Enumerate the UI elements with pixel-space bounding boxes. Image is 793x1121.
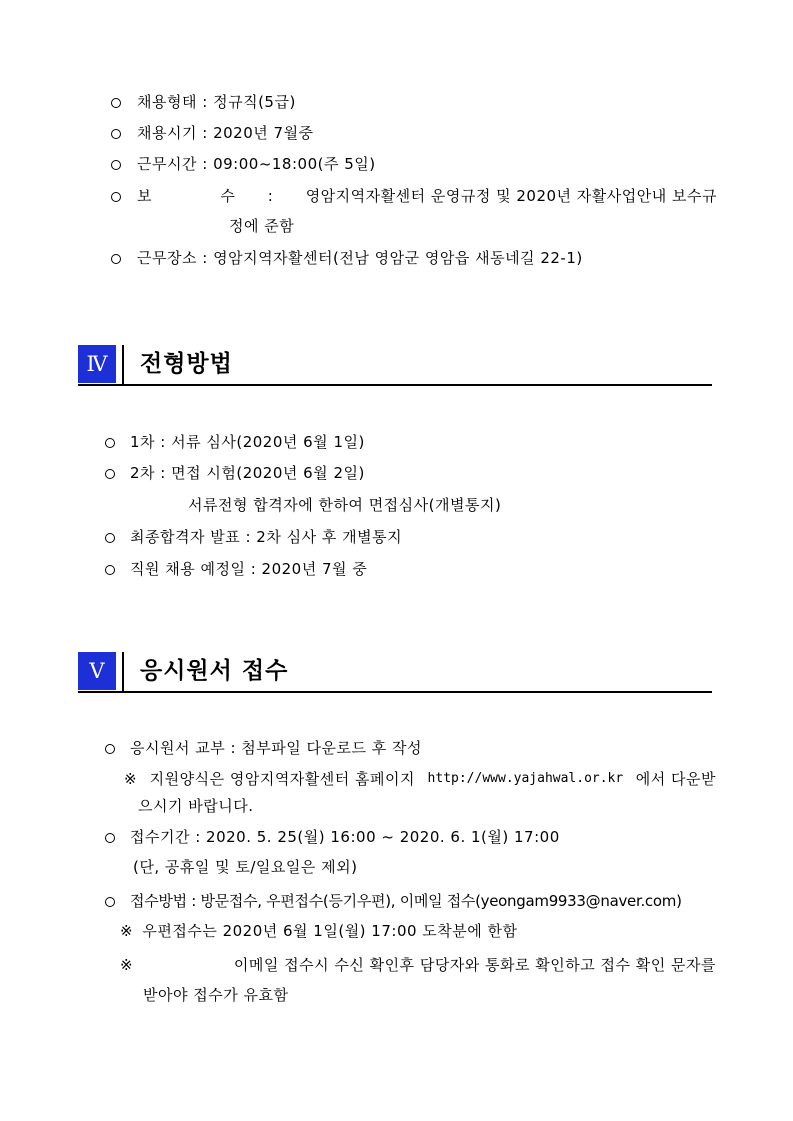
circle-bullet-icon [111, 254, 121, 264]
circle-bullet-icon [111, 192, 121, 202]
list-item: 1차 : 서류 심사(2020년 6월 1일) [130, 433, 365, 451]
item-label: 근무장소 [137, 249, 197, 267]
header-divider [122, 345, 124, 385]
list-item: 최종합격자 발표 : 2차 심사 후 개별통지 [130, 528, 403, 546]
note-text: 에서 다운받 [635, 770, 716, 788]
note-text: 우편접수는 2020년 6월 1일(월) 17:00 도착분에 한함 [142, 922, 518, 940]
circle-bullet-icon [105, 533, 115, 543]
email-note-continuation: 받아야 접수가 유효함 [143, 986, 289, 1004]
circle-bullet-icon [111, 129, 121, 139]
separator: : [202, 124, 208, 142]
section-title: 전형방법 [140, 351, 233, 377]
reference-mark: ※ [120, 956, 134, 974]
item-label-part: 보 [137, 187, 152, 205]
separator: : [202, 155, 208, 173]
item-label-part: 수 [220, 187, 236, 205]
separator: : [202, 93, 208, 111]
form-note [124, 769, 716, 789]
reference-mark: ※ [124, 770, 138, 788]
working-hours [137, 154, 376, 174]
item-value: 09:00~18:00(주 5일) [213, 155, 376, 173]
reference-mark: ※ [120, 922, 134, 940]
section-title: 응시원서 접수 [140, 658, 289, 684]
circle-bullet-icon [105, 565, 115, 575]
work-location [137, 248, 583, 268]
header-rule [78, 384, 712, 386]
circle-bullet-icon [105, 469, 115, 479]
header-rule [78, 691, 712, 693]
homepage-url: http://www.yajahwal.or.kr [427, 771, 624, 786]
item-value: 영암지역자활센터(전남 영암군 영암읍 새동네길 22-1) [213, 249, 583, 267]
circle-bullet-icon [105, 744, 115, 754]
item-value: 정규직(5급) [213, 93, 296, 111]
employment-type [137, 92, 296, 112]
note-text: 이메일 접수시 수신 확인후 담당자와 통화로 확인하고 접수 확인 문자를 [233, 956, 716, 974]
salary-continuation: 정에 준함 [229, 217, 295, 235]
interview-note: 서류전형 합격자에 한하여 면접심사(개별통지) [188, 496, 502, 514]
item-value: 영암지역자활센터 운영규정 및 2020년 자활사업안내 보수규 [305, 187, 717, 205]
header-divider [122, 652, 124, 692]
list-item: 접수방법 : 방문접수, 우편접수(등기우편), 이메일 접수(yeongam9933@naver.com) [130, 892, 682, 910]
form-note-continuation: 으시기 바랍니다. [138, 797, 254, 815]
circle-bullet-icon [105, 438, 115, 448]
circle-bullet-icon [111, 98, 121, 108]
separator: : [202, 249, 208, 267]
note-text: 지원양식은 영암지역자활센터 홈페이지 [149, 770, 415, 788]
list-item: 접수기간 : 2020. 5. 25(월) 16:00 ~ 2020. 6. 1(월) 17:00 [130, 828, 560, 846]
list-item: 응시원서 교부 : 첨부파일 다운로드 후 작성 [130, 739, 422, 757]
circle-bullet-icon [105, 897, 115, 907]
item-label: 채용형태 [137, 93, 197, 111]
separator: : [267, 187, 274, 205]
mail-note [120, 921, 518, 941]
list-item: 직원 채용 예정일 : 2020년 7월 중 [130, 560, 368, 578]
circle-bullet-icon [105, 833, 115, 843]
section-number-badge: Ⅴ [78, 652, 116, 690]
period-exception-note: (단, 공휴일 및 토/일요일은 제외) [133, 858, 358, 876]
email-note [120, 955, 716, 975]
section-number-badge: Ⅳ [78, 345, 116, 383]
item-label: 채용시기 [137, 124, 197, 142]
item-label: 근무시간 [137, 155, 197, 173]
salary [137, 186, 717, 206]
list-item: 2차 : 면접 시험(2020년 6월 2일) [130, 464, 365, 482]
employment-period [137, 123, 314, 143]
item-value: 2020년 7월중 [213, 124, 314, 142]
circle-bullet-icon [111, 160, 121, 170]
